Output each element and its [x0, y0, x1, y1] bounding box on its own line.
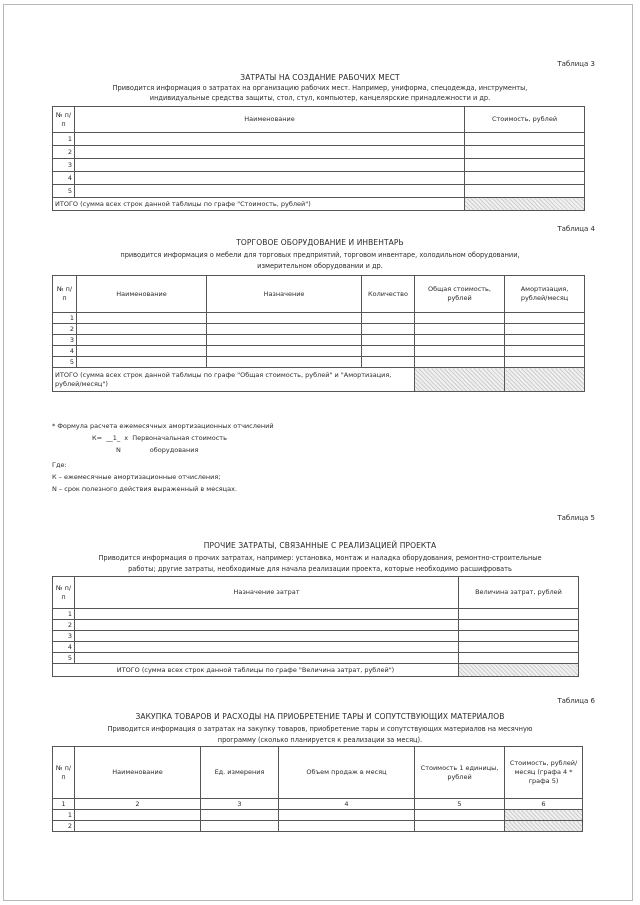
table4 [52, 275, 585, 392]
table5-header-no: № п/п [53, 577, 75, 609]
table5-tag: Таблица 5 [557, 514, 595, 522]
table5-total-label: ИТОГО (сумма всех строк данной таблицы по графе "Величина затрат, рублей") [53, 664, 459, 677]
formula-heading: * Формула расчета ежемесячных амортизационных отчислений [52, 422, 274, 430]
table6-tag: Таблица 6 [557, 697, 595, 705]
table6-desc-line2: программу (сколько планируется к реализации за месяц). [217, 736, 423, 744]
table4-header-amort: Амортизация, рублей/месяц [505, 276, 585, 313]
formula-where: Где: [52, 461, 67, 469]
table3-title: ЗАТРАТЫ НА СОЗДАНИЕ РАБОЧИХ МЕСТ [240, 73, 400, 82]
formula-line1: К= __1_ х Первоначальная стоимость [92, 434, 227, 442]
table-row: 4 [53, 346, 585, 357]
table5-header-cost: Величина затрат, рублей [459, 577, 579, 609]
table-row: 1 [53, 133, 585, 146]
table-row: 3 [53, 159, 585, 172]
table3-desc-line1: Приводится информация о затратах на организацию рабочих мест. Например, униформа, спецодежда, инструменты, [112, 84, 528, 92]
table-row: 1 [53, 609, 579, 620]
table-row: 4 [53, 642, 579, 653]
table-row: 5 [53, 653, 579, 664]
table3-header-no: № п/п [53, 107, 75, 133]
table-row: 3 [53, 631, 579, 642]
table-row: 1 [53, 810, 583, 821]
table4-header-no: № п/п [53, 276, 77, 313]
table3-tag: Таблица 3 [557, 60, 595, 68]
table3 [52, 106, 585, 211]
table4-total-label: ИТОГО (сумма всех строк данной таблицы по графе "Общая стоимость, рублей" и "Амортизация, рублей/месяц") [53, 368, 415, 392]
table4-tag: Таблица 4 [557, 225, 595, 233]
table3-header-cost: Стоимость, рублей [465, 107, 585, 133]
table3-header-name: Наименование [75, 107, 465, 133]
table6-header-name: Наименование [75, 747, 201, 799]
table6-header-unit-cost: Стоимость 1 единицы, рублей [415, 747, 505, 799]
table-row: 2 [53, 620, 579, 631]
table4-header-name: Наименование [77, 276, 207, 313]
table-row: 2 [53, 324, 585, 335]
table4-title: ТОРГОВОЕ ОБОРУДОВАНИЕ И ИНВЕНТАРЬ [236, 238, 404, 247]
table5-total-cell [459, 664, 579, 677]
table4-header-qty: Количество [362, 276, 415, 313]
table4-header-total: Общая стоимость, рублей [415, 276, 505, 313]
table5-desc-line2: работы; другие затраты, необходимые для начала реализации проекта, которые необходимо расшифровать [128, 565, 512, 573]
table6 [52, 746, 583, 832]
table4-total-cost-cell [415, 368, 505, 392]
table3-total-label: ИТОГО (сумма всех строк данной таблицы по графе "Стоимость, рублей") [53, 198, 465, 211]
table3-total-cell [465, 198, 585, 211]
table6-title: ЗАКУПКА ТОВАРОВ И РАСХОДЫ НА ПРИОБРЕТЕНИЕ ТАРЫ И СОПУТСТВУЮЩИХ МАТЕРИАЛОВ [135, 712, 505, 721]
table5-desc-line1: Приводится информация о прочих затратах, например: установка, монтаж и наладка оборудования, ремонтно-строительные [98, 554, 542, 562]
table6-header-volume: Объем продаж в месяц [279, 747, 415, 799]
table6-header-unit: Ед. измерения [201, 747, 279, 799]
table-row: 5 [53, 185, 585, 198]
table6-header-monthly-cost: Стоимость, рублей/месяц (графа 4 * графа 5) [505, 747, 583, 799]
table6-desc-line1: Приводится информация о затратах на закупку товаров, приобретение тары и сопутствующих материалов на месячную [107, 725, 533, 733]
formula-n-definition: N – срок полезного действия выраженный в месяцах. [52, 485, 237, 493]
table-row: 3 [53, 335, 585, 346]
table6-header-no: № п/п [53, 747, 75, 799]
table4-header-purpose: Назначение [207, 276, 362, 313]
table4-desc-line2: измерительном оборудовании и др. [257, 262, 383, 270]
table5-title: ПРОЧИЕ ЗАТРАТЫ, СВЯЗАННЫЕ С РЕАЛИЗАЦИЕЙ ПРОЕКТА [203, 541, 437, 550]
formula-k-definition: К – ежемесячные амортизационные отчисления; [52, 473, 221, 481]
table4-desc-line1: приводится информация о мебели для торговых предприятий, торговом инвентаре, холодильном оборудовании, [120, 251, 520, 259]
table-row: 2 [53, 146, 585, 159]
table5 [52, 576, 579, 677]
table5-header-name: Назначение затрат [75, 577, 459, 609]
table6-column-numbers: 1 2 3 4 5 6 [53, 799, 583, 810]
table-row: 1 [53, 313, 585, 324]
table-row: 2 [53, 821, 583, 832]
table4-total-amort-cell [505, 368, 585, 392]
formula-line2: N оборудования [116, 446, 199, 454]
table-row: 4 [53, 172, 585, 185]
table-row: 5 [53, 357, 585, 368]
table3-desc-line2: индивидуальные средства защиты, стол, стул, компьютер, канцелярские принадлежности и др. [149, 94, 491, 102]
